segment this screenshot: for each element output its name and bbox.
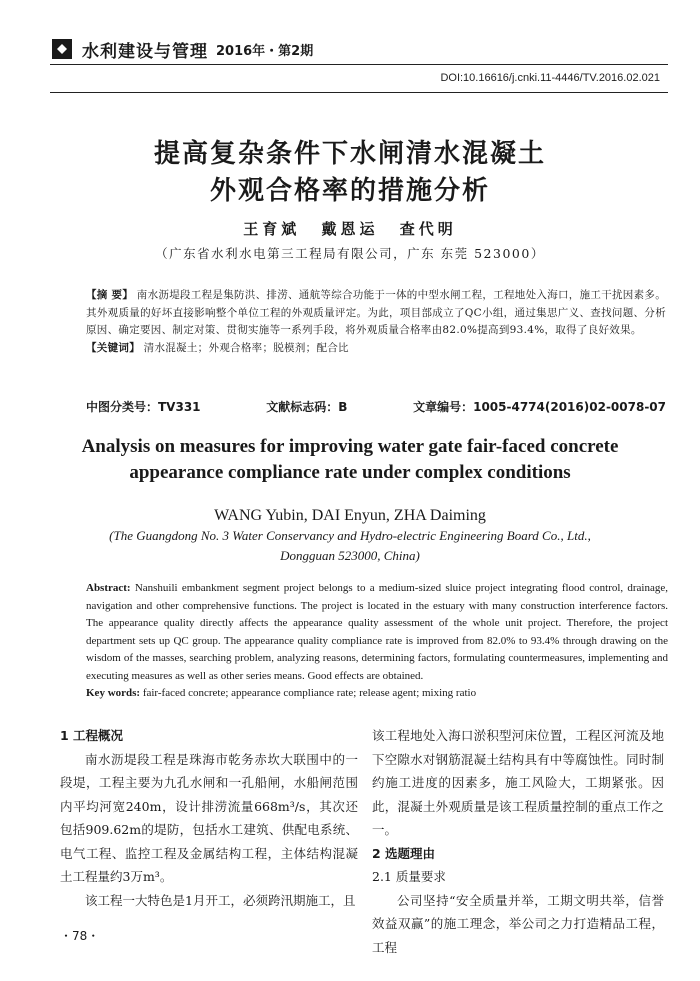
subsection-2-1: 2.1 质量要求: [372, 869, 446, 884]
section-2-heading: 2 选题理由: [372, 845, 436, 861]
body-para-3: 公司坚持“安全质量并举，工期文明共举，信誉效益双赢”的施工理念，举公司之力打造精品工程，工程: [372, 892, 664, 955]
keywords-cn-text: 清水混凝土；外观合格率；脱模剂；配合比: [143, 341, 349, 354]
keywords-en-text: fair-faced concrete; appearance compliance rate; release agent; mixing ratio: [142, 687, 477, 699]
abstract-en-label: Abstract:: [86, 582, 131, 594]
issue-label: 2016年・第2期: [216, 43, 314, 59]
authors-en: WANG Yubin, DAI Enyun, ZHA Daiming: [214, 507, 486, 524]
doc-code: 文献标志码：B: [266, 400, 348, 414]
abstract-en-text: Nanshuili embankment segment project belongs to a medium-sized sluice project integrating flood control, drainage, navigation and other comprehensive functions. The project is located in the estuary with many construction interference factors. The appearance quality directly affects the appearance quality assessment of the whole unit project. Therefore, the project department sets up QC group. The appearance quality compliance rate is improved from 82.0% to 93.4% through drawing on the wisdom of the masses, searching problem, analyzing reasons, determining factors, formulating countermeasures, implementing and executing measures as well as other series means. Good effects are obtained.: [86, 582, 668, 682]
authors-cn: 王育斌 戴恩运 查代明: [243, 220, 457, 238]
body-left-column: [60, 724, 358, 912]
title-en-line2: appearance compliance rate under complex conditions: [129, 462, 571, 483]
section-1-heading: 1 工程概况: [60, 728, 124, 743]
title-cn-line1: 提高复杂条件下水闸清水混凝土: [153, 139, 546, 169]
affiliation-en-line1: (The Guangdong No. 3 Water Conservancy and Hydro-electric Engineering Board Co., Ltd.,: [109, 528, 591, 543]
abstract-cn-label: 【摘 要】: [86, 289, 134, 301]
diamond-icon: [52, 39, 72, 59]
abstract-en: [86, 580, 668, 703]
clc-number: 中图分类号：TV331: [86, 400, 201, 414]
keywords-cn-label: 【关键词】: [86, 341, 140, 354]
body-para-2-start: 该工程一大特色是1月开工，必须跨汛期施工，且: [85, 892, 356, 908]
title-en: [60, 434, 640, 486]
abstract-cn-text: 南水沥堤段工程是集防洪、排涝、通航等综合功能于一体的中型水闸工程，工程地处入海口，施工干扰因素多。其外观质量的好坏直接影响整个单位工程的外观质量评定。为此，项目部成立了QC小组，通过集思广义、查找问题、分析原因、确定要因、制定对策、贯彻实施等一系列手段，将外观质量合格率由82.0%提高到93.4%，取得了良好效果。: [86, 289, 666, 336]
doi[interactable]: DOI:10.16616/j.cnki.11-4446/TV.2016.02.021: [440, 72, 660, 84]
affiliation-cn: （广东省水利水电第三工程局有限公司，广东 东莞 523000）: [155, 246, 545, 261]
classification-row: [86, 398, 666, 415]
journal-name: 水利建设与管理: [82, 41, 208, 62]
header-rule: [50, 64, 668, 65]
article-number: 文章编号：1005-4774(2016)02-0078-07: [413, 400, 666, 414]
body-right-column: [372, 724, 664, 959]
page-number: ・78・: [60, 929, 100, 943]
doi-rule: [50, 92, 668, 93]
journal-header: [52, 38, 313, 60]
affiliation-en-line2: Dongguan 523000, China): [280, 548, 420, 563]
title-en-line1: Analysis on measures for improving water gate fair-faced concrete: [81, 436, 619, 457]
body-para-2-cont: 该工程地处入海口淤积型河床位置，工程区河流及地下空隙水对钢筋混凝土结构具有中等腐蚀性。同时制约施工进度的因素多，施工风险大，工期紧张。因此，混凝土外观质量是该工程质量控制的重点工作之一。: [372, 728, 664, 837]
title-cn-line2: 外观合格率的措施分析: [209, 176, 490, 206]
keywords-en-label: Key words:: [86, 687, 141, 699]
abstract-cn: [86, 287, 666, 357]
body-para-1: 南水沥堤段工程是珠海市乾务赤坎大联围中的一段堤，工程主要为九孔水闸和一孔船闸，水船闸范围内平均河宽240m，设计排涝流量668m³/s，其次还包括909.62m的堤防，包括水工建筑、供配电系统、电气工程、监控工程及金属结构工程，主体结构混凝土工程量约3万m³。: [60, 751, 358, 884]
affiliation-en: [80, 526, 620, 566]
